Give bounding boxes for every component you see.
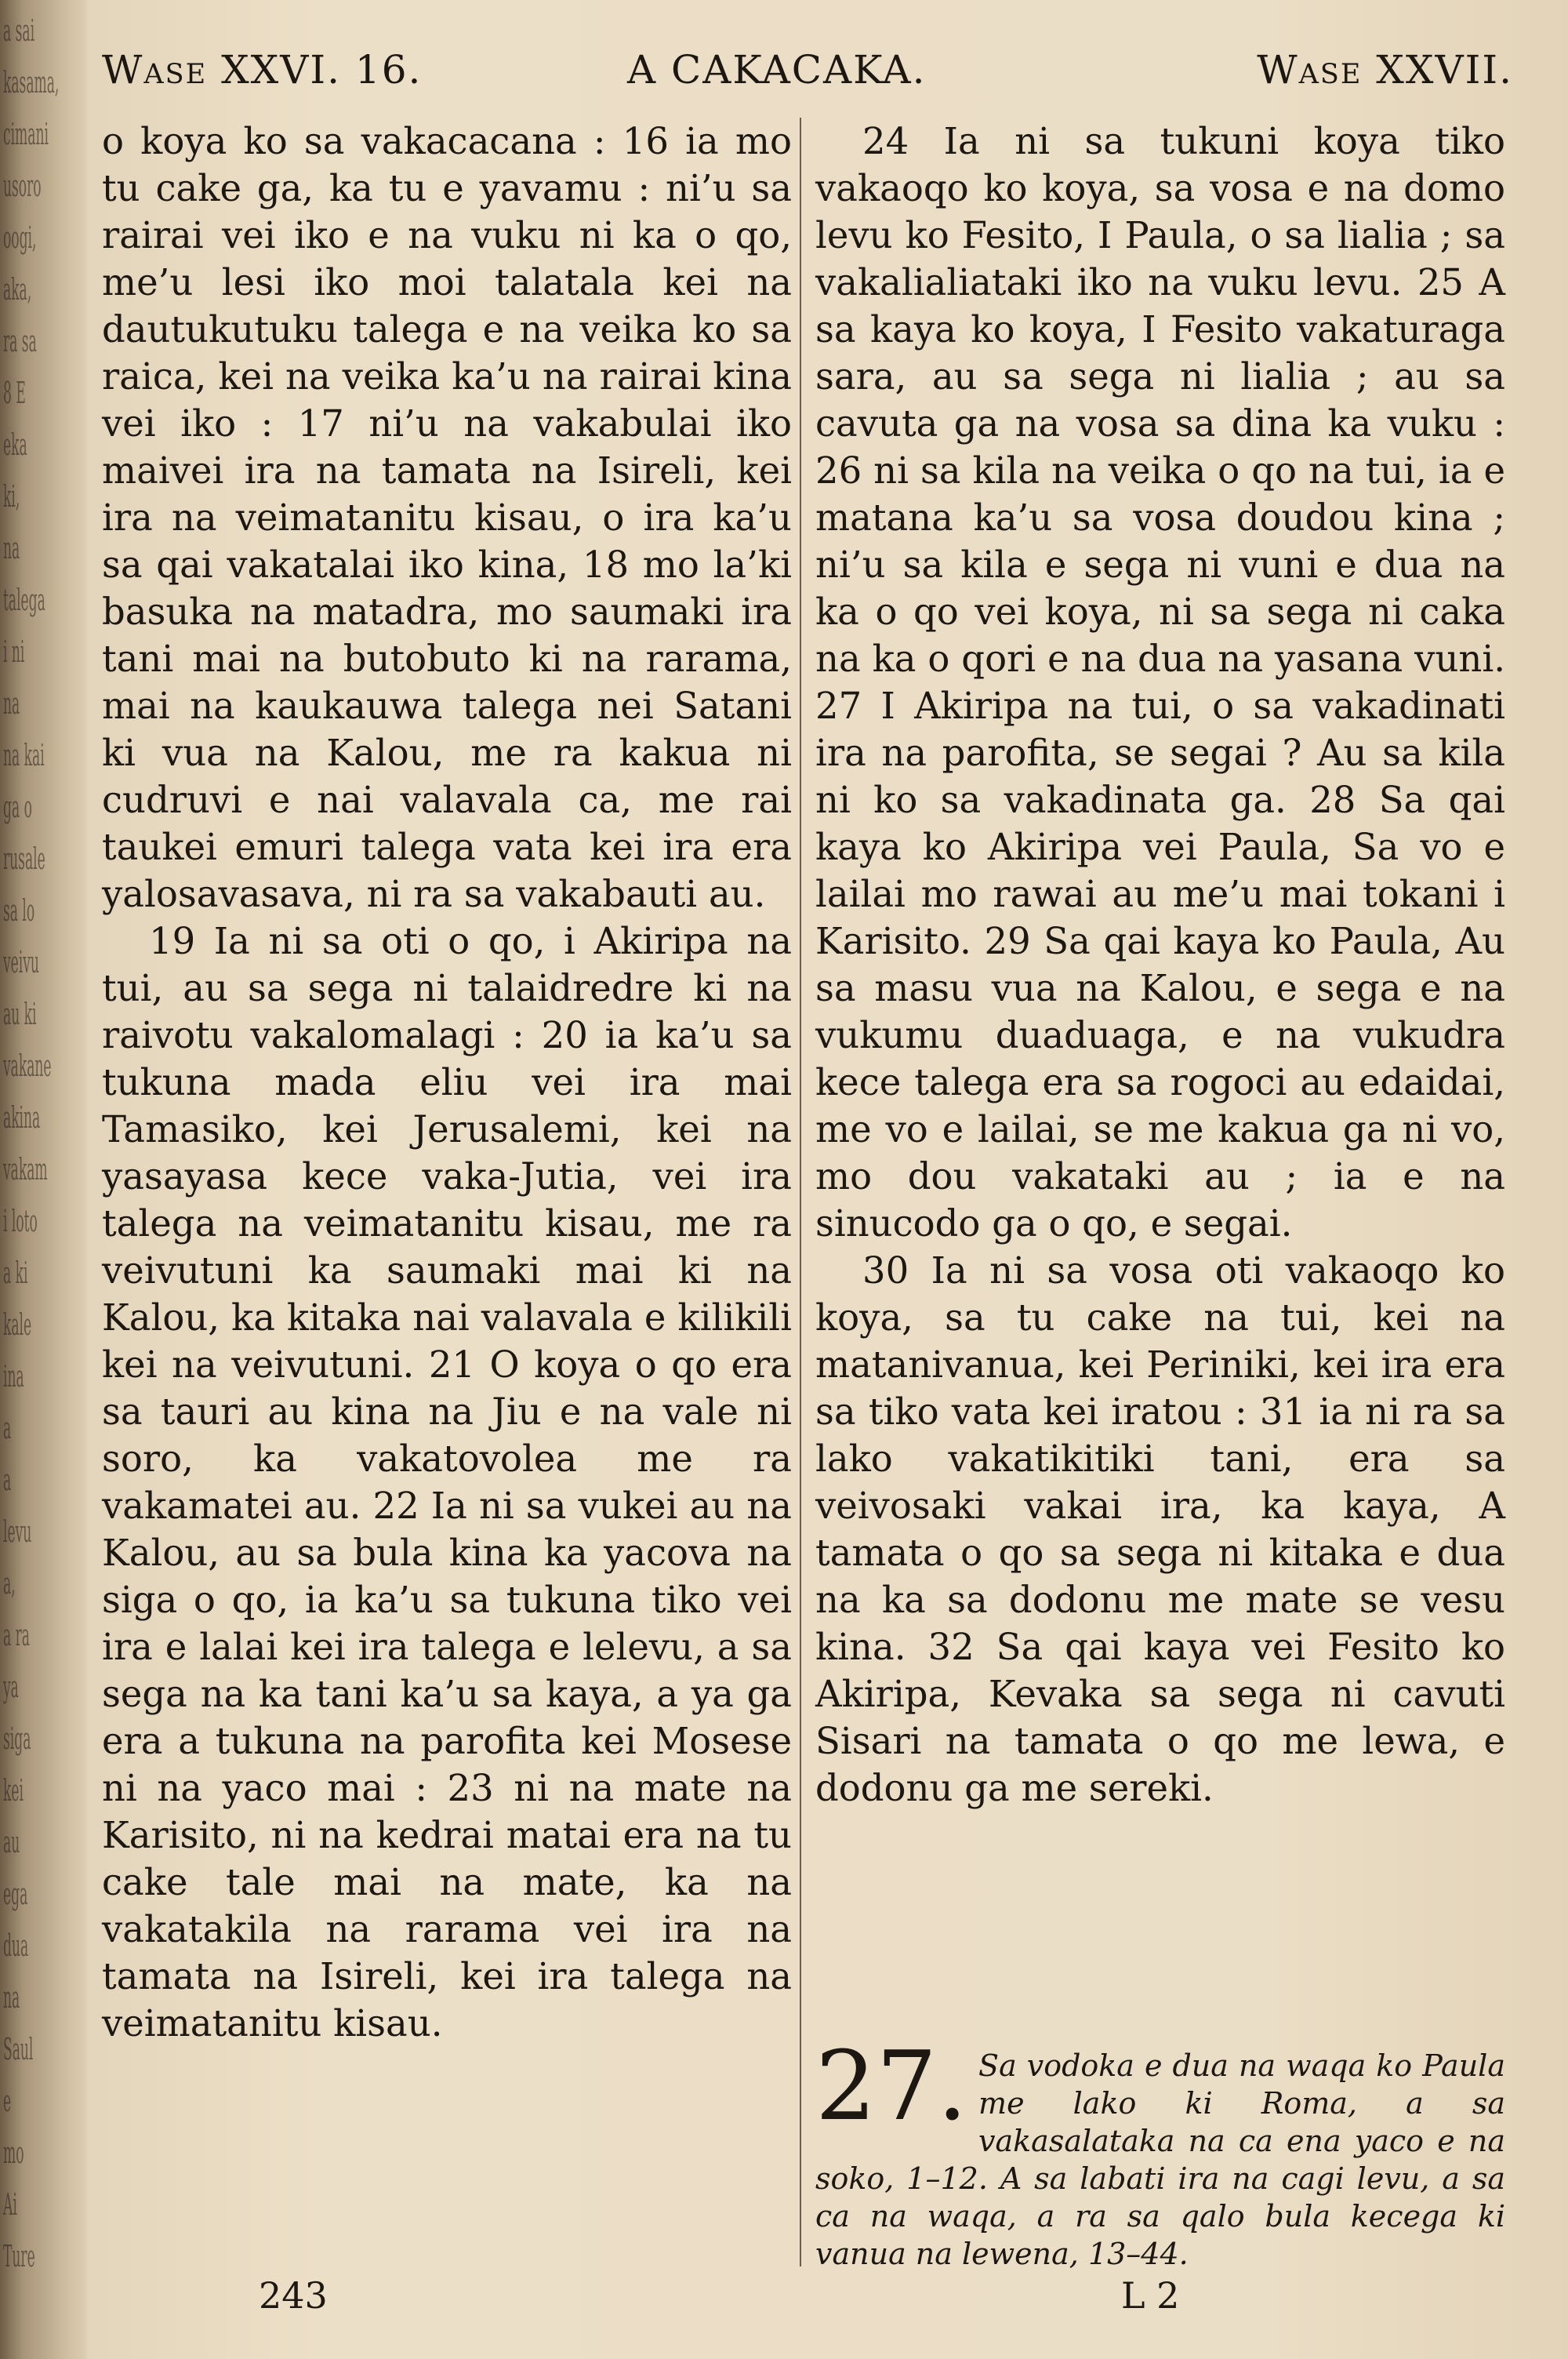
gutter-fragment: a ra [3, 1618, 31, 1652]
gutter-fragment: talega [3, 583, 45, 617]
gutter-fragment: na kai [3, 738, 45, 772]
right-paragraph-1: 24 Ia ni sa tukuni koya tiko vakaoqo ko koya, sa vosa e na domo levu ko Fesito, I Paula, o sa lialia ; sa vakalialiataki iko na vuku levu. 25 A sa kaya ko koya, I Fesito vakaturaga sara, au sa sega ni lialia ; au sa cavuta ga na vosa sa dina ka vuku : 26 ni sa kila na veika o qo na tui, ia e matana ka’u sa vosa doudou kina ; ni’u sa kila e sega ni vuni e dua na ka o qo vei koya, ni sa sega ni caka na ka o qori e na dua na yasana vuni. 27 I Akiripa na tui, o sa vakadinati ira na parofita, se segai ? Au sa kila ni ko sa vakadinata ga. 28 Sa qai kaya ko Akiripa vei Paula, Sa vo e lailai mo rawai au me’u mai tokani i Karisito. 29 Sa qai kaya ko Paula, Au sa masu vua na Kalou, e sega e na vukumu duaduaga, e na vukudra kece talega era sa rogoci au edaidai, me vo e lailai, se me kakua ga ni vo, mo dou vakataki au ; ia e na sinucodo ga o qo, e segai. [815, 120, 1505, 1245]
chapter-number: 27. [815, 2030, 968, 2142]
running-header [102, 47, 1513, 110]
gutter-fragment: mo [3, 2135, 24, 2170]
facing-page-gutter [0, 0, 86, 2359]
gutter-fragment: cimani [3, 117, 49, 151]
gutter-fragment: a sai [3, 13, 35, 48]
gutter-fragment: au ki [3, 997, 37, 1031]
gutter-fragment: aka, [3, 272, 32, 307]
gutter-fragment: dua [3, 1928, 29, 1963]
gutter-fragment: e [3, 2084, 12, 2118]
gutter-fragment: oogi, [3, 220, 37, 255]
gutter-fragment: vakane [3, 1049, 52, 1083]
gutter-fragment: vakam [3, 1152, 48, 1187]
gutter-fragment: siga [3, 1721, 31, 1756]
gutter-fragment: ki, [3, 479, 20, 514]
gutter-fragment: kale [3, 1307, 32, 1342]
gutter-fragment: ina [3, 1359, 24, 1394]
gutter-fragment: ega [3, 1877, 28, 1911]
header-right: Wase XXVII. [1257, 47, 1513, 93]
gutter-fragment: Ai [3, 2187, 17, 2222]
page-number: 243 [259, 2274, 328, 2317]
gutter-fragment: na [3, 686, 20, 721]
signature-mark: L 2 [1121, 2274, 1180, 2317]
gutter-fragment: na [3, 531, 20, 565]
gutter-fragment: akina [3, 1100, 41, 1135]
left-paragraph-2: 19 Ia ni sa oti o qo, i Akiripa na tui, au sa sega ni talaidredre ki na raivotu vakalomalagi : 20 ia ka’u sa tukuna mada eliu vei ira mai Tamasiko, kei Jerusalemi, kei na yasayasa kece vaka-Jutia, vei ira talega na veimatanitu kisau, me ra veivutuni ka saumaki mai ki na Kalou, ka kitaka nai valavala e kilikili kei na veivutuni. 21 O koya o qo era sa tauri au kina na Jiu e na vale ni soro, ka vakatovolea me ra vakamatei au. 22 Ia ni sa vukei au na Kalou, au sa bula kina ka yacova na siga o qo, ia ka’u sa tukuna tiko vei ira e lalai kei ira talega e lelevu, a sa sega na ka tani ka’u sa kaya, a ya ga era a tukuna na parofita kei Mosese ni na yaco mai : 23 ni na mate na Karisito, ni na kedrai matai era na tu cake tale mai na mate, ka na vakatakila na rarama vei ira na tamata na Isireli, kei ira talega na veimatanitu kisau. [102, 920, 792, 2045]
gutter-fragment: rusale [3, 841, 45, 876]
right-paragraph-2: 30 Ia ni sa vosa oti vakaoqo ko koya, sa tu cake na tui, kei na matanivanua, kei Periniki, kei ira era sa tiko vata kei iratou : 31 ia ni ra sa lako vakatikitiki tani, era sa veivosaki vakai ira, ka kaya, A tamata o qo sa sega ni kitaka e dua na ka sa dodonu me mate se vesu kina. 32 Sa qai kaya vei Fesito ko Akiripa, Kevaka sa sega ni cavuti Sisari na tamata o qo me lewa, e dodonu ga me sereki. [815, 1249, 1505, 1809]
gutter-fragment: au [3, 1825, 20, 1859]
gutter-fragment: na [3, 1980, 20, 2015]
gutter-fragment: Saul [3, 2032, 34, 2066]
left-paragraph-1: o koya ko sa vakacacana : 16 ia mo tu cake ga, ka tu e yavamu : ni’u sa rairai vei iko e na vuku ni ka o qo, me’u lesi iko moi talatala kei na dautukutuku talega e na veika ko sa raica, kei na veika ka’u na rairai kina vei iko : 17 ni’u na vakabulai iko maivei ira na tamata na Isireli, kei ira na veimatanitu kisau, o ira ka’u sa qai vakatalai iko kina, 18 mo la’ki basuka na matadra, mo saumaki ira tani mai na butobuto ki na rarama, mai na kaukauwa talega nei Satani ki vua na Kalou, me ra kakua ni cudruvi e nai valavala ca, me rai taukei emuri talega vata kei ira era yalosavasava, ni ra sa vakabauti au. [102, 120, 792, 915]
gutter-fragment: eka [3, 427, 27, 462]
gutter-fragment: 8 E [3, 376, 26, 410]
gutter-fragment: i loto [3, 1204, 38, 1238]
right-column [815, 118, 1505, 1812]
gutter-fragment: levu [3, 1514, 32, 1549]
header-center-title: A CAKACAKA. [627, 47, 927, 93]
gutter-fragment: Ture [3, 2239, 35, 2274]
gutter-fragment: a, [3, 1566, 16, 1601]
gutter-fragment: ya [3, 1670, 19, 1704]
left-column [102, 118, 792, 2047]
gutter-fragment: a ki [3, 1256, 28, 1290]
gutter-fragment: ga o [3, 790, 32, 824]
gutter-fragment: sa lo [3, 893, 35, 928]
chapter-summary [815, 2030, 1505, 2273]
gutter-fragment: ra sa [3, 324, 37, 358]
gutter-fragment: kasama, [3, 65, 60, 100]
gutter-fragment: kei [3, 1773, 24, 1808]
gutter-fragment: veivu [3, 945, 39, 980]
gutter-fragment: i ni [3, 634, 25, 669]
header-left: Wase XXVI. 16. [102, 47, 423, 93]
gutter-fragment: a [3, 1463, 12, 1497]
gutter-fragment: a [3, 1411, 12, 1445]
gutter-fragment: usoro [3, 169, 42, 203]
column-divider [800, 118, 801, 2266]
chapter-summary-text: Sa vodoka e dua na waqa ko Paula me lako ki Roma, a sa vakasalataka na ca ena yaco e na soko, 1–12. A sa labati ira na cagi levu, a sa ca na waqa, a ra sa qalo bula kecega ki vanua na lewena, 13–44. [815, 2048, 1505, 2271]
